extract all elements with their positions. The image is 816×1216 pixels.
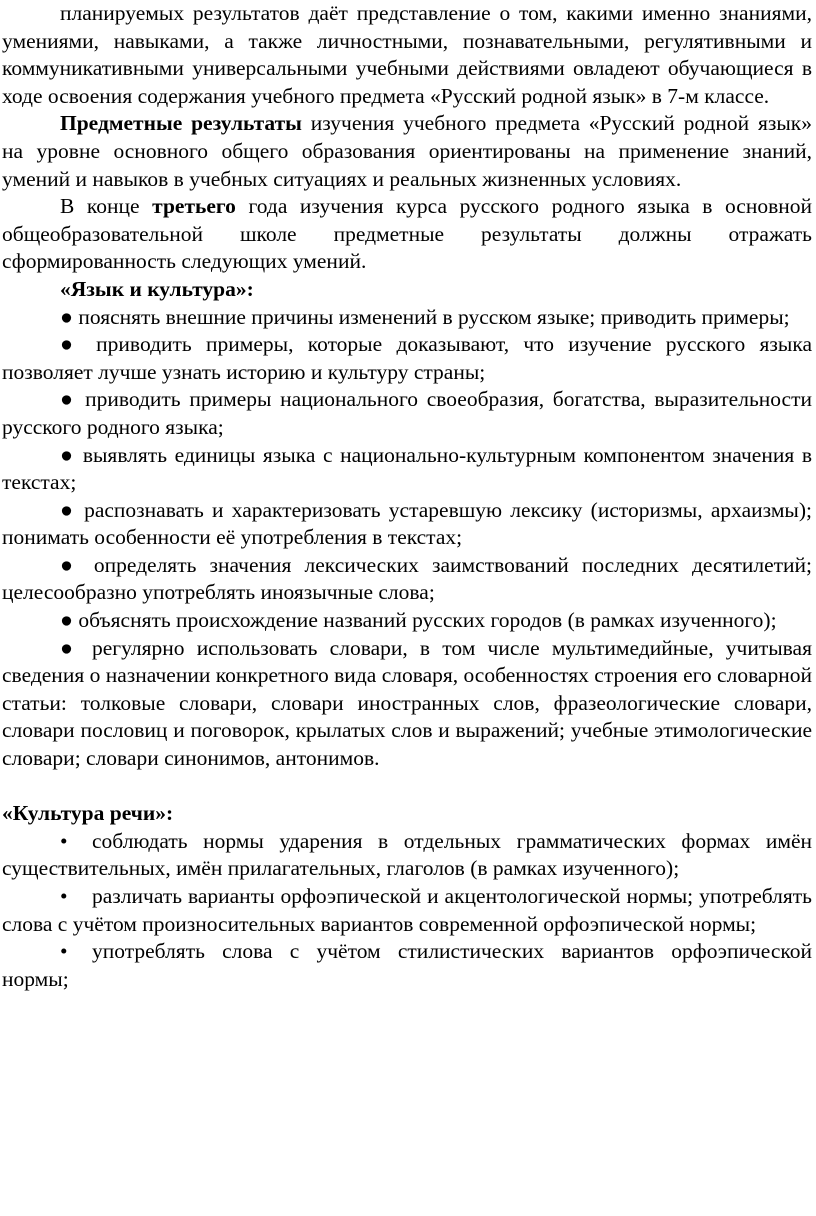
list-item: • соблюдать нормы ударения в отдельных грамматических формах имён существительных, имён прилагательных, глаголов (в рамках изученного); <box>2 828 812 881</box>
bullet-icon: • <box>60 884 68 908</box>
intro-paragraph <box>2 0 812 110</box>
spacer <box>2 773 812 801</box>
third-year-paragraph <box>2 193 812 276</box>
speech-culture-list <box>2 828 812 994</box>
list-item: • употреблять слова с учётом стилистических вариантов орфоэпической нормы; <box>2 939 812 991</box>
intro-text: планируемых результатов даёт представление о том, какими именно знаниями, умениями, навыками, а также личностными, познавательными, регулятивными и коммуникативными универсальными учебными действиями овладеют обучающиеся в ходе освоения содержания учебного предмета «Русский родной язык» в 7-м классе. <box>2 1 812 108</box>
list-item: ● приводить примеры национального своеобразия, богатства, выразительности русского родного языка; <box>2 387 812 439</box>
bullet-icon: ● <box>60 497 76 522</box>
bullet-icon: ● <box>60 608 73 633</box>
speech-culture-heading: «Культура речи»: <box>2 801 174 826</box>
list-item: ● регулярно использовать словари, в том числе мультимедийные, учитывая сведения о назначении конкретного вида словаря, особенностях строения его словарной статьи: толковые словари, словари иностранных слов, фразеологические словари, словари пословиц и поговорок, крылатых слов и выражений; учебные этимологические словари; словари синонимов, антонимов. <box>2 635 812 771</box>
bullet-icon: ● <box>60 635 80 660</box>
bullet-icon: • <box>60 828 68 853</box>
bullet-icon: ● <box>60 442 76 467</box>
third-year-before: В конце <box>60 194 153 219</box>
third-year-bold: третьего <box>152 194 236 219</box>
bullet-icon: ● <box>60 332 82 357</box>
list-item: ● приводить примеры, которые доказывают, что изучение русского языка позволяет лучше узнать историю и культуру страны; <box>2 332 812 384</box>
subject-results-text: изучения учебного предмета «Русский родной язык» на уровне основного общего образования ориентированы на применение знаний, умений и навыков в учебных ситуациях и реальных жизненных условиях. <box>2 111 812 191</box>
bullet-icon: ● <box>60 552 81 577</box>
bullet-icon: ● <box>60 304 73 329</box>
list-item: ● объяснять происхождение названий русских городов (в рамках изученного); <box>60 608 777 633</box>
list-item: ● определять значения лексических заимствований последних десятилетий; целесообразно употреблять иноязычные слова; <box>2 552 812 605</box>
language-culture-heading: «Язык и культура»: <box>60 276 254 301</box>
language-culture-list <box>2 304 812 773</box>
list-item: ● пояснять внешние причины изменений в русском языке; приводить примеры; <box>60 304 790 329</box>
list-item: • различать варианты орфоэпической и акцентологической нормы; употреблять слова с учётом произносительных вариантов современной орфоэпической нормы; <box>2 884 812 936</box>
bullet-icon: • <box>60 939 68 964</box>
list-item: ● распознавать и характеризовать устаревшую лексику (историзмы, архаизмы); понимать особенности её употребления в текстах; <box>2 497 812 550</box>
list-item: ● выявлять единицы языка с национально-культурным компонентом значения в текстах; <box>2 442 812 495</box>
subject-results-paragraph <box>2 110 812 193</box>
subject-results-bold: Предметные результаты <box>60 111 302 136</box>
bullet-icon: ● <box>60 387 77 412</box>
third-year-after: года изучения курса русского родного языка в основной общеобразовательной школе предметные результаты должны отражать сформированность следующих умений. <box>2 194 813 274</box>
